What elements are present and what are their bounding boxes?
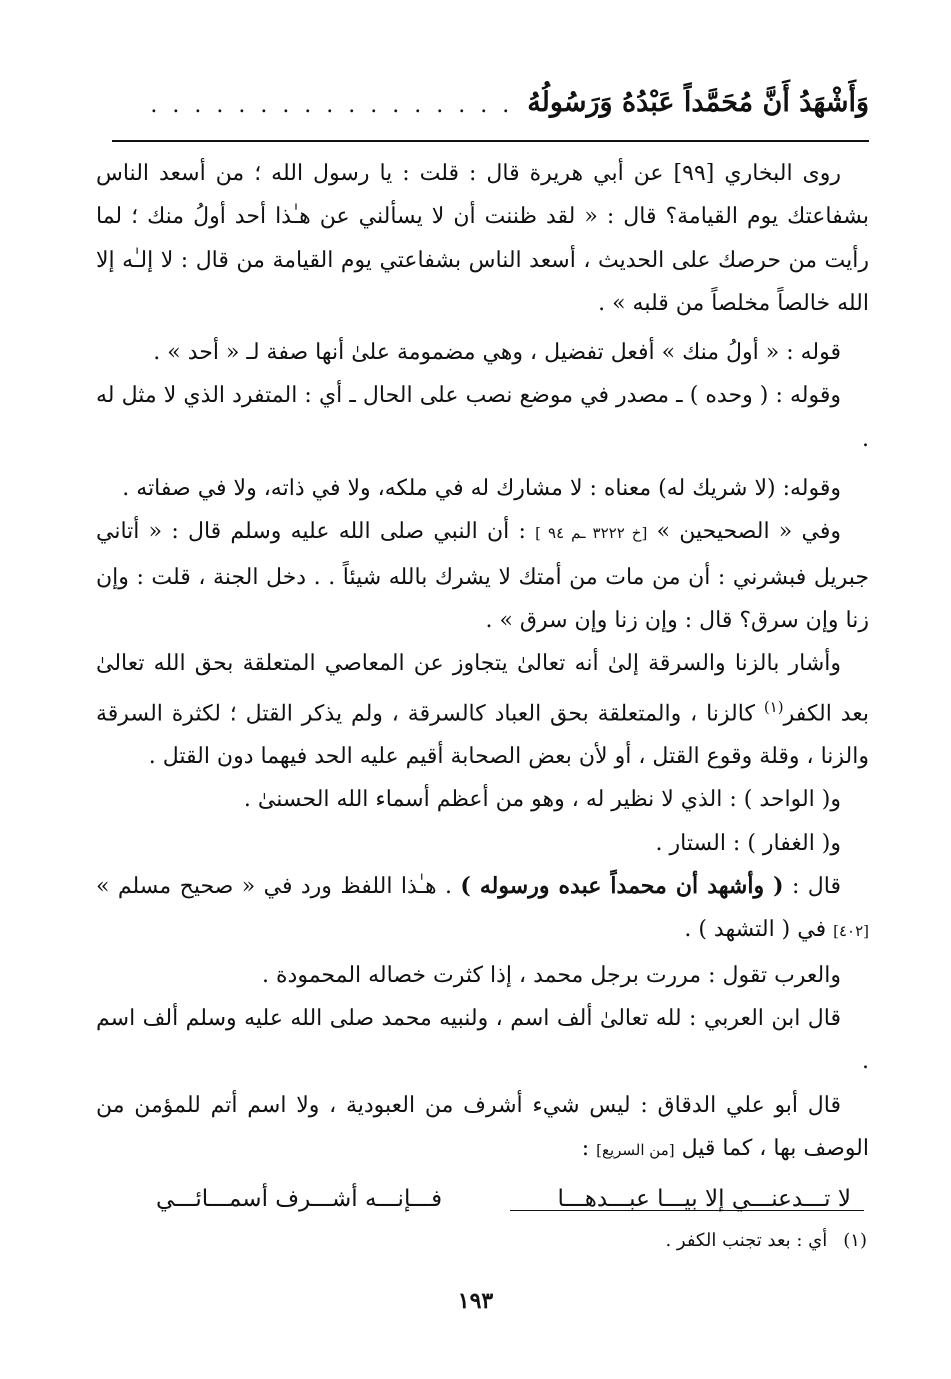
text-segment: : أن النبي صلى الله عليه وسلم قال : « أتاني جبريل فبشرني : أن من مات من أمتك لا يشرك بالله شيئاً . . دخل الجنة ، قلت : وإن زنا وإن سرق؟ قال : وإن زنا وإن سرق » . xyxy=(96,519,869,633)
text-segment: : xyxy=(581,1135,590,1161)
footnote-text: أي : بعد تجنب الكفر . xyxy=(665,1230,828,1251)
main-text xyxy=(96,152,869,1221)
paragraph-wahdahu: وقوله : ( وحده ) ـ مصدر في موضع نصب على الحال ـ أي : المتفرد الذي لا مثل له . xyxy=(96,383,869,452)
text-segment: وفي « الصحيحين » xyxy=(656,519,841,545)
paragraph-shahada xyxy=(96,865,869,954)
paragraph-arab-usage: والعرب تقول : مررت برجل محمد ، إذا كثرت خصاله المحمودة . xyxy=(262,962,841,988)
paragraph-ibn-al-arabi: قال ابن العربي : لله تعالىٰ ألف اسم ، ولنبيه محمد صلى الله عليه وسلم ألف اسم . xyxy=(96,1005,869,1075)
footnote-number: (١) xyxy=(843,1230,867,1251)
meter-note: [من السريع] xyxy=(596,1140,675,1159)
header-rule xyxy=(112,140,869,142)
paragraph-al-daqqaq xyxy=(96,1084,869,1173)
running-header-dots: . . . . . . . . . . . . . . . . . xyxy=(150,93,514,118)
running-header xyxy=(110,68,869,118)
paragraph-sahihayn-hadith xyxy=(96,510,869,642)
paragraph-bukhari-hadith: روى البخاري [٩٩] عن أبي هريرة قال : قلت : يا رسول الله ؛ من أسعد الناس بشفاعتك يوم القيامة؟ قال : « لقد ظننت أن لا يسألني عن هـٰذا أحد أولُ منك ؛ لما رأيت من حرصك على الحديث ، أسعد الناس بشفاعتي يوم القيامة من قال : لا إلـٰه إلا الله خالصاً مخلصاً من قلبه » . xyxy=(96,161,869,316)
verse-second-hemistich: فـــإنـــه أشـــرف أسمـــائـــي xyxy=(156,1186,443,1213)
footnote xyxy=(200,1226,867,1256)
paragraph-zina-sariqa xyxy=(96,642,869,778)
text-segment: في ( التشهد ) . xyxy=(684,917,827,943)
quoted-matn: ( وأشهد أن محمداً عبده ورسوله ) xyxy=(460,873,784,900)
running-header-title: وَأَشْهَدُ أَنَّ مُحَمَّداً عَبْدُهُ وَرَسُولُهُ xyxy=(527,87,869,118)
hadith-reference: [٤٠٢] xyxy=(833,922,869,941)
paragraph-la-sharika-lahu: وقوله: (لا شريك له) معناه : لا مشارك له في ملكه، ولا في ذاته، ولا في صفاته . xyxy=(122,476,841,502)
poem-verse xyxy=(96,1178,869,1221)
paragraph-awwal-minka: قوله : « أولُ منك » أفعل تفضيل ، وهي مضمومة علىٰ أنها صفة لـ « أحد » . xyxy=(153,340,841,366)
text-segment: . هـٰذا اللفظ ورد في « صحيح مسلم » xyxy=(96,874,452,900)
text-segment: قال : xyxy=(791,874,842,900)
paragraph-al-ghaffar: و( الغفار ) : الستار . xyxy=(655,830,841,856)
verse-first-hemistich: لا تـــدعنـــي إلا بيـــا عبـــدهـــا xyxy=(557,1186,851,1213)
hadith-reference: [خ ٣٢٢٢ ـم ٩٤ ] xyxy=(535,524,648,543)
footnote-rule xyxy=(510,1210,864,1211)
text-segment: قال أبو علي الدقاق : ليس شيء أشرف من العبودية ، ولا اسم أتم للمؤمن من الوصف بها ، كما قيل xyxy=(96,1092,869,1161)
text-segment: وأشار بالزنا والسرقة إلىٰ أنه تعالىٰ يتجاوز عن المعاصي المتعلقة بحق الله تعالىٰ بعد الكفر xyxy=(96,651,869,726)
paragraph-al-wahid: و( الواحد ) : الذي لا نظير له ، وهو من أعظم أسماء الله الحسنىٰ . xyxy=(243,787,841,813)
page-number: ١٩٣ xyxy=(457,1288,494,1314)
text-segment: كالزنا ، والمتعلقة بحق العباد كالسرقة ، ولم يذكر القتل ؛ لكثرة السرقة والزنا ، وقلة وقوع القتل ، أو لأن بعض الصحابة أقيم عليه الحد فيهما دون القتل . xyxy=(96,700,869,770)
footnote-marker: (١) xyxy=(763,697,784,716)
